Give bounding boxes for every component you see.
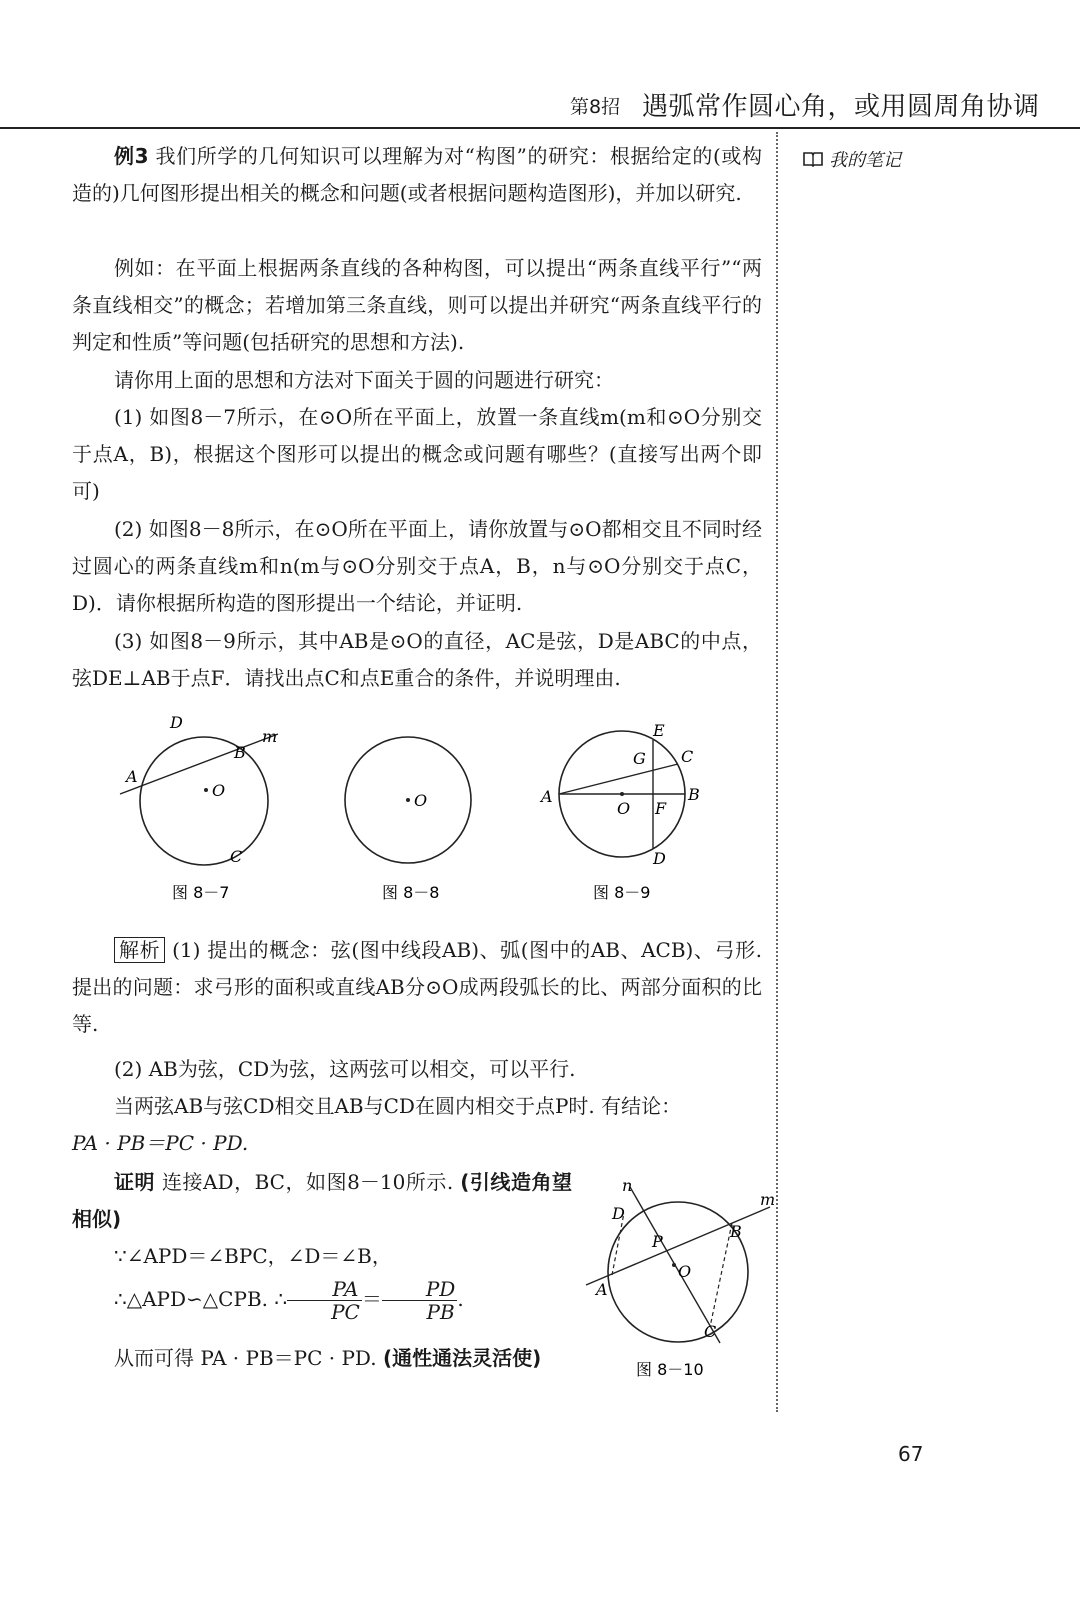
fraction-pa-pc: $\frac{PA}{PC}$ (287, 1278, 362, 1323)
fraction-pd-pb: $\frac{PD}{PB}$ (382, 1278, 458, 1323)
proof-line-4-text: 从而可得 PA · PB＝PC · PD. (114, 1346, 377, 1370)
fraction-equals: ＝ (361, 1287, 382, 1311)
proof-line-2: ∵∠APD＝∠BPC，∠D＝∠B， (114, 1244, 392, 1268)
proof-hint-1: (引线造角望相似) (72, 1170, 573, 1231)
circle-8-7 (140, 737, 268, 865)
caption-8-9: 图 8－9 (593, 883, 651, 902)
center-dot (672, 1263, 676, 1267)
label-C: C (704, 1322, 717, 1341)
center-dot (406, 798, 410, 802)
label-n: n (622, 1176, 633, 1195)
chord-AC (559, 764, 678, 794)
label-A: A (541, 787, 553, 806)
notes-label: 我的笔记 (829, 150, 901, 171)
chapter-label: 第8招 (570, 96, 621, 118)
label-m: m (262, 727, 278, 746)
label-B: B (688, 785, 700, 804)
solution-part-1 (72, 932, 762, 1043)
proof-label: 证明 (114, 1170, 156, 1194)
label-C: C (681, 747, 694, 766)
running-header (570, 84, 1040, 124)
label-O: O (414, 791, 428, 810)
label-A: A (126, 767, 138, 786)
label-F: F (655, 799, 667, 818)
center-dot (204, 788, 208, 792)
segment-BC (710, 1223, 732, 1327)
label-D: D (612, 1204, 625, 1223)
label-E: E (653, 721, 665, 740)
caption-8-8: 图 8－8 (382, 883, 440, 902)
label-m: m (760, 1190, 776, 1209)
label-O: O (617, 799, 631, 818)
fraction-period: . (457, 1287, 464, 1311)
label-B: B (730, 1222, 742, 1241)
center-dot (620, 792, 624, 796)
solution-part-2-condition: 当两弦AB与弦CD相交且AB与CD在圆内相交于点P时. 有结论： (114, 1094, 682, 1118)
solution-part-2: (2) AB为弦，CD为弦，这两弦可以相交，可以平行. (114, 1057, 576, 1081)
page-number: 67 (898, 1442, 924, 1466)
proof-line-4 (72, 1340, 572, 1377)
header-rule (0, 127, 1080, 129)
caption-8-7: 图 8－7 (172, 883, 230, 902)
label-G: G (633, 749, 646, 768)
proof-line-1-text: 连接AD，BC，如图8－10所示. (161, 1170, 454, 1194)
proof-line-1 (72, 1164, 572, 1238)
example-intro (72, 138, 762, 212)
line-m-8-7 (120, 734, 278, 794)
question-3: (3) 如图8－9所示，其中AB是⊙O的直径，AC是弦，D是ABC的中点，弦DE⊥AB于点F．请找出点C和点E重合的条件，并说明理由. (72, 629, 762, 690)
label-O: O (678, 1262, 692, 1281)
question-2: (2) 如图8－8所示，在⊙O所在平面上，请你放置与⊙O都相交且不同时经过圆心的两条直线m和n(m与⊙O分别交于点A，B，n与⊙O分别交于点C，D)．请你根据所构造的图形提出一个结论，并证明. (72, 517, 762, 615)
proof-line-3-text: ∴△APD∽△CPB. ∴ (114, 1287, 288, 1311)
example-instance: 例如：在平面上根据两条直线的各种构图，可以提出“两条直线平行”“两条直线相交”的概念；若增加第三条直线，则可以提出并研究“两条直线平行的判定和性质”等问题(包括研究的思想和方法). (72, 256, 762, 354)
label-O: O (212, 781, 226, 800)
example-intro-text: 我们所学的几何知识可以理解为对“构图”的研究：根据给定的(或构造的)几何图形提出相关的概念和问题(或者根据问题构造图形)，并加以研究. (72, 144, 762, 205)
notes-heading (803, 146, 901, 172)
label-D: D (170, 713, 183, 732)
figure-8-8 (330, 712, 500, 912)
figure-8-10 (580, 1175, 780, 1390)
figure-8-9 (535, 712, 725, 912)
label-B: B (234, 743, 246, 762)
figure-8-7 (110, 712, 300, 912)
solution-part-2-conclusion: PA · PB＝PC · PD. (72, 1131, 249, 1155)
proof-hint-2: (通性通法灵活使) (382, 1346, 542, 1370)
book-icon (803, 151, 823, 167)
question-1: (1) 如图8－7所示，在⊙O所在平面上，放置一条直线m(m和⊙O分别交于点A，B)，根据这个图形可以提出的概念或问题有哪些？(直接写出两个即可) (72, 405, 762, 503)
proof-line-3 (72, 1278, 572, 1323)
label-P: P (652, 1232, 663, 1251)
label-A: A (596, 1280, 608, 1299)
example-label: 例3 (114, 144, 149, 168)
caption-8-10: 图 8－10 (636, 1360, 704, 1379)
example-request: 请你用上面的思想和方法对下面关于圆的问题进行研究： (114, 368, 614, 392)
chapter-title: 遇弧常作圆心角，或用圆周角协调 (642, 92, 1040, 122)
solution-part-1-text: (1) 提出的概念：弦(图中线段AB)、弧(图中的AB、ACB)、弓形. 提出的问题：求弓形的面积或直线AB分⊙O成两段弧长的比、两部分面积的比等. (72, 938, 763, 1036)
solution-label: 解析 (114, 937, 165, 963)
label-D: D (653, 849, 666, 868)
label-C: C (230, 847, 243, 866)
